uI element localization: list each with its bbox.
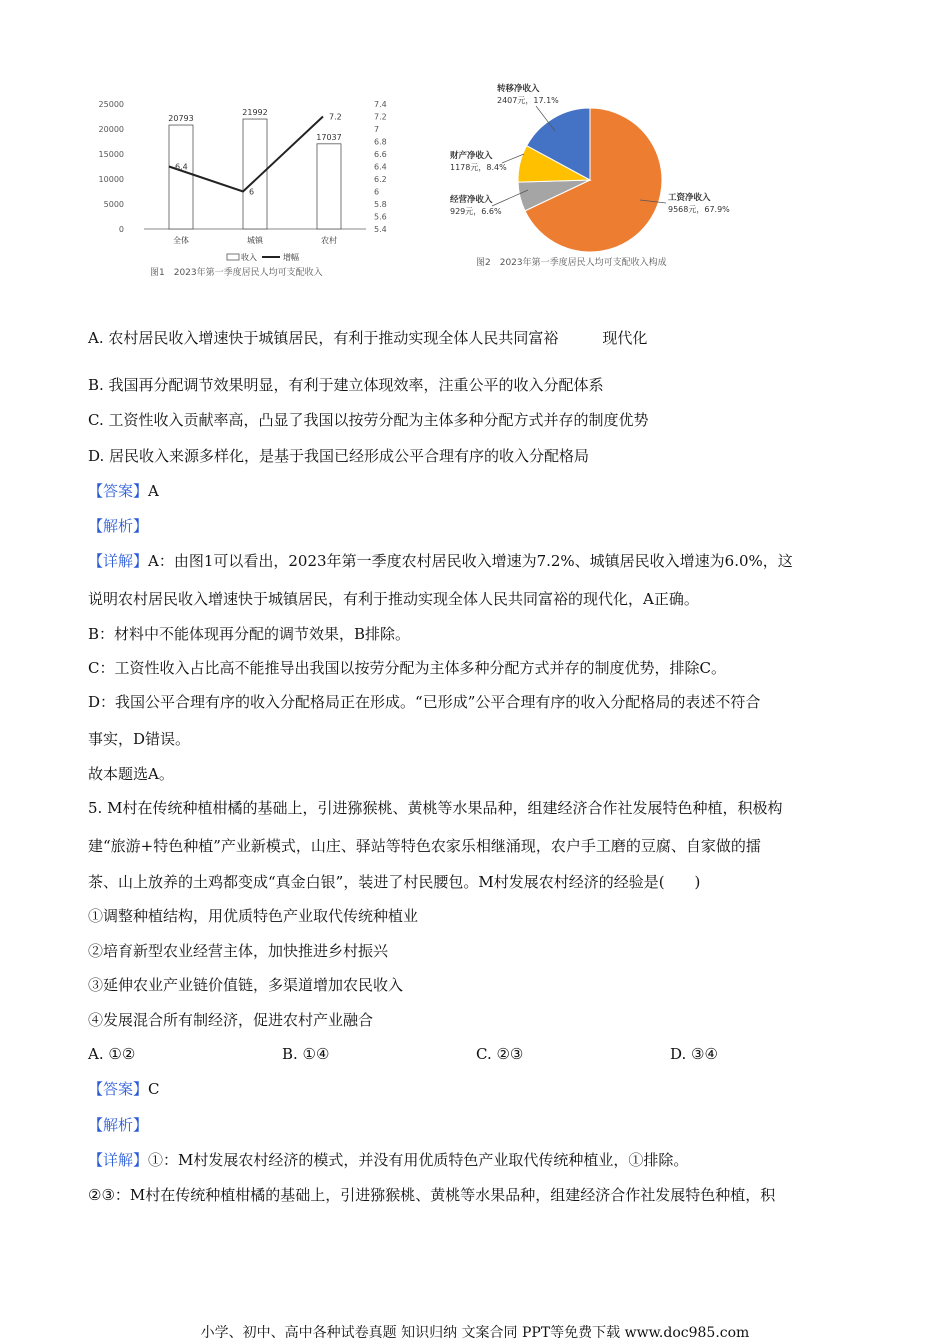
- left-tick-label: 5000: [103, 200, 124, 209]
- category-label: 城镇: [247, 236, 263, 245]
- q5-option-d: D. ③④: [670, 1045, 718, 1063]
- right-tick-label: 5.4: [374, 225, 387, 234]
- income-bar: [317, 144, 341, 229]
- category-label: 全体: [173, 236, 189, 245]
- q5-detail-1: [88, 1150, 688, 1170]
- detail-text: ①：M村发展农村经济的模式，并没有用优质特色产业取代传统种植业，①排除。: [148, 1151, 689, 1169]
- callout-business-value: 929元，6.6%: [450, 207, 502, 216]
- detail-tag: 【详解】: [88, 552, 149, 570]
- figure-1-income-chart: [90, 92, 410, 287]
- option-c: C. 工资性收入贡献率高，凸显了我国以按劳分配为主体多种分配方式并存的制度优势: [88, 411, 649, 429]
- q4-detail-6: 事实，D错误。: [88, 730, 191, 748]
- option-b: B. 我国再分配调节效果明显，有利于建立体现效率，注重公平的收入分配体系: [88, 376, 604, 394]
- callout-property-name: 财产净收入: [450, 151, 493, 161]
- right-tick-label: 7.2: [374, 112, 387, 122]
- left-tick-label: 25000: [98, 100, 124, 109]
- right-tick-label: 6.6: [374, 150, 387, 159]
- right-tick-label: 6.8: [374, 137, 387, 147]
- left-tick-label: 10000: [98, 175, 124, 184]
- callout-wage-name: 工资净收入: [668, 193, 711, 203]
- growth-label: 6: [249, 187, 255, 197]
- detail-text: A：由图1可以看出，2023年第一季度农村居民收入增速为7.2%、城镇居民收入增速为6.0%，这: [148, 552, 793, 570]
- legend-label-income: 收入: [241, 253, 257, 262]
- q5-option-b: B. ①④: [282, 1045, 330, 1063]
- callout-business-name: 经营净收入: [450, 195, 493, 205]
- q5-stem-3: 茶、山上放养的土鸡都变成“真金白银”，装进了村民腰包。M村发展农村经济的经验是( ): [88, 873, 701, 891]
- callout-property-value: 1178元，8.4%: [450, 163, 507, 172]
- callout-transfer-value: 2407元，17.1%: [497, 96, 559, 105]
- q5-analysis-tag: 【解析】: [88, 1116, 149, 1134]
- callout-transfer-name: 转移净收入: [497, 84, 540, 94]
- q5-item-1: ①调整种植结构，用优质特色产业取代传统种植业: [88, 907, 419, 925]
- answer-tag: 【答案】: [88, 1080, 149, 1098]
- right-tick-label: 6.2: [374, 175, 387, 184]
- right-tick-label: 7.4: [374, 100, 387, 109]
- right-tick-label: 7: [374, 125, 380, 134]
- left-tick-label: 0: [118, 225, 124, 234]
- legend-label-growth: 增幅: [283, 253, 299, 262]
- q4-detail-5: D：我国公平合理有序的收入分配格局正在形成。“已形成”公平合理有序的收入分配格局的表述不符合: [88, 693, 761, 711]
- q5-item-4: ④发展混合所有制经济，促进农村产业融合: [88, 1011, 374, 1029]
- growth-label: 7.2: [329, 112, 342, 122]
- pie: [518, 108, 662, 252]
- bars: [168, 108, 341, 229]
- right-tick-label: 6.4: [374, 162, 387, 172]
- q4-detail-4: C：工资性收入占比高不能推导出我国以按劳分配为主体多种分配方式并存的制度优势，排除C。: [88, 659, 726, 677]
- callout-wage-value: 9568元，67.9%: [668, 205, 730, 214]
- option-a-tail: 现代化: [602, 329, 648, 347]
- q4-detail-3: B：材料中不能体现再分配的调节效果，B排除。: [88, 625, 411, 643]
- legend-swatch-income: [227, 254, 239, 260]
- answer-value: A: [148, 482, 159, 500]
- income-bar: [243, 119, 267, 229]
- growth-label: 6.4: [175, 162, 188, 172]
- q4-analysis-tag: 【解析】: [88, 517, 149, 535]
- q4-detail-7: 故本题选A。: [88, 765, 174, 783]
- left-axis-ticks: [99, 100, 124, 234]
- right-axis-ticks: [374, 100, 387, 234]
- category-labels: [173, 235, 337, 245]
- q4-detail-2: 说明农村居民收入增速快于城镇居民，有利于推动实现全体人民共同富裕的现代化，A正确。: [88, 590, 699, 608]
- income-bar-label: 21992: [242, 108, 268, 118]
- q4-answer: [88, 481, 159, 501]
- q5-item-2: ②培育新型农业经营主体，加快推进乡村振兴: [88, 942, 389, 960]
- q5-item-3: ③延伸农业产业链价值链，多渠道增加农民收入: [88, 976, 404, 994]
- legend: [227, 252, 299, 262]
- figure-2-income-composition-chart: [440, 75, 740, 275]
- q5-stem-1: 5. M村在传统种植柑橘的基础上，引进猕猴桃、黄桃等水果品种，组建经济合作社发展特色种植，积极构: [88, 799, 783, 817]
- right-tick-label: 5.6: [374, 212, 387, 222]
- answer-value: C: [148, 1080, 160, 1098]
- q5-answer: [88, 1079, 160, 1099]
- category-label: 农村: [321, 236, 337, 245]
- income-bar: [169, 125, 193, 229]
- left-tick-label: 15000: [98, 150, 124, 159]
- left-tick-label: 20000: [98, 125, 124, 134]
- q5-option-c: C. ②③: [476, 1045, 524, 1063]
- page-footer: 小学、初中、高中各种试卷真题 知识归纳 文案合同 PPT等免费下载 www.doc985.com: [200, 1325, 750, 1341]
- income-bar-label: 17037: [316, 132, 342, 142]
- detail-tag: 【详解】: [88, 1151, 149, 1169]
- q5-stem-2: 建“旅游+特色种植”产业新模式，山庄、驿站等特色农家乐相继涌现，农户手工磨的豆腐、自家做的擂: [88, 837, 761, 855]
- q5-detail-2: ②③：M村在传统种植柑橘的基础上，引进猕猴桃、黄桃等水果品种，组建经济合作社发展特色种植，积: [88, 1186, 776, 1204]
- right-tick-label: 6: [374, 187, 380, 197]
- right-tick-label: 5.8: [374, 200, 387, 209]
- figure-2-caption: 图2 2023年第一季度居民人均可支配收入构成: [476, 258, 667, 268]
- figure-1-caption: 图1 2023年第一季度居民人均可支配收入: [150, 268, 323, 278]
- answer-tag: 【答案】: [88, 482, 149, 500]
- option-d: D. 居民收入来源多样化，是基于我国已经形成公平合理有序的收入分配格局: [88, 447, 590, 465]
- option-a: [88, 328, 647, 348]
- q5-option-a: A. ①②: [88, 1045, 136, 1063]
- q4-detail-1: [88, 551, 793, 571]
- option-a-text: A. 农村居民收入增速快于城镇居民，有利于推动实现全体人民共同富裕: [88, 329, 559, 347]
- income-bar-label: 20793: [168, 114, 194, 124]
